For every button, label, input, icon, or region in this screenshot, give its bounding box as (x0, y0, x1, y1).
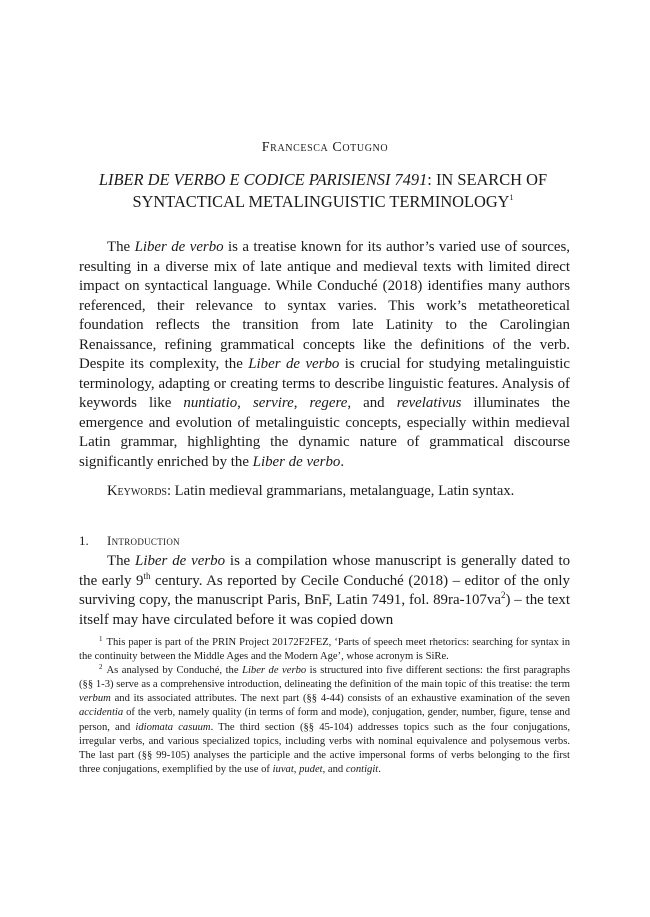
abstract-emphasis: regere (309, 395, 348, 411)
footnote-1 (79, 636, 570, 664)
abstract-text: illuminates the emergence and evolution of metalinguistic concepts, especially within medieval Latin grammar, highlighting the dynamic nature of grammatical discourse significantly enriched by the (79, 395, 570, 470)
footnote-text: and its associated attributes. The next part (§§ 4-44) consists of an exhaustive examination of the seven (110, 693, 570, 705)
footnote-text: . (378, 763, 381, 775)
intro-text: ) – the text itself may have circulated before it was copied down (79, 592, 571, 628)
abstract-emphasis: Liber de verbo (248, 356, 340, 372)
author-name: Francesca Cotugno (261, 140, 389, 155)
footnotes (79, 636, 570, 777)
footnote-emphasis: pudet (299, 763, 323, 775)
footnote-text: is structured into five different sections: the first paragraphs (§§ 1-3) serve as a comprehensive introduction, delineating the definition of the main topic of this treatise: the term (79, 665, 571, 691)
title-rest: : IN SEARCH OF SYNTACTICAL METALINGUISTIC TERMINOLOGY (132, 170, 548, 211)
footnote-emphasis: iuvat (272, 763, 294, 775)
intro-text: is a compilation whose manuscript is generally dated to the early 9 (79, 553, 571, 589)
intro-emphasis: Liber de verbo (135, 553, 226, 569)
footnote-text: of the verb, namely quality (in terms of form and mode), conjugation, gender, number, figure, tense and person, and (79, 707, 570, 733)
footnote-emphasis: idiomata casuum (135, 721, 211, 733)
abstract-text: The (107, 239, 135, 255)
abstract-emphasis: servire (252, 395, 294, 411)
intro-text: The (107, 553, 136, 569)
footnote-number: 1 (99, 635, 103, 643)
keywords-label: Keywords (107, 483, 167, 499)
footnote-text: This paper is part of the PRIN Project 20172F2FEZ, ‘Parts of speech meet rhetorics: searching for syntax in the continuity between the Middle Ages and the Modern Age’, whose acronym is SiRe. (79, 637, 570, 663)
footnote-marker[interactable]: 2 (500, 590, 506, 600)
footnote-2 (79, 664, 570, 777)
footnote-emphasis: accidentia (79, 707, 124, 719)
footnote-text: , (293, 763, 300, 775)
paper-title (78, 169, 568, 213)
footnote-number: 2 (99, 663, 103, 672)
footnote-text: , and (322, 763, 346, 775)
intro-text: century. As reported by Cecile Conduché (2018) – editor of the only surviving copy, the manuscript Paris, BnF, Latin 7491, fol. 89ra-107va (79, 572, 570, 608)
footnote-emphasis: Liber de verbo (242, 665, 307, 677)
introduction-paragraph (79, 552, 570, 630)
title-italic: LIBER DE VERBO E CODICE PARISIENSI 7491 (98, 170, 428, 189)
abstract-text: , (293, 395, 310, 411)
abstract-emphasis: Liber de verbo (134, 239, 224, 255)
ordinal-superscript: th (143, 570, 151, 581)
footnote-emphasis: verbum (79, 693, 111, 705)
abstract-emphasis: revelativus (396, 395, 462, 411)
abstract (79, 238, 570, 472)
keywords (107, 482, 577, 501)
footnote-text: As analysed by Conduché, the (106, 665, 243, 677)
abstract-text: . (340, 453, 345, 470)
abstract-text: is a treatise known for its author’s varied use of sources, resulting in a diverse mix of late antique and medieval texts with limited direct impact on syntactical language. While Conduché (2018) identifies many authors referenced, their relevance to syntax varies. This work’s metatheoretical foundation reflects the transition from late Latinity to the Carolingian Renaissance, refining grammatical concepts like the definitions of the verb. Despite its complexity, the (79, 239, 570, 372)
section-title: Introduction (107, 533, 180, 548)
footnote-text: . The third section (§§ 45-104) addresses topics such as the four conjugations, irregular verbs, and various specialized topics, including verbs with nominal equivalence and polysemous verbs. The last part (§§ 99-105) analyses the participle and the active impersonal forms of verbs belonging to the first three conjugations, exemplified by the use of (79, 721, 571, 775)
abstract-text: , and (347, 395, 397, 411)
section-heading (79, 533, 570, 549)
abstract-emphasis: Liber de verbo (252, 453, 341, 470)
keywords-text: : Latin medieval grammarians, metalanguage, Latin syntax. (166, 483, 515, 499)
abstract-text: is crucial for studying metalinguistic terminology, adapting or creating terms to describe linguistic features. Analysis of keywords like (79, 356, 571, 411)
title-footnote-marker[interactable]: 1 (509, 193, 514, 202)
abstract-emphasis: nuntiatio (183, 395, 238, 411)
section-number: 1. (79, 533, 89, 548)
footnote-emphasis: contigit (345, 763, 379, 775)
abstract-text: , (237, 395, 253, 411)
